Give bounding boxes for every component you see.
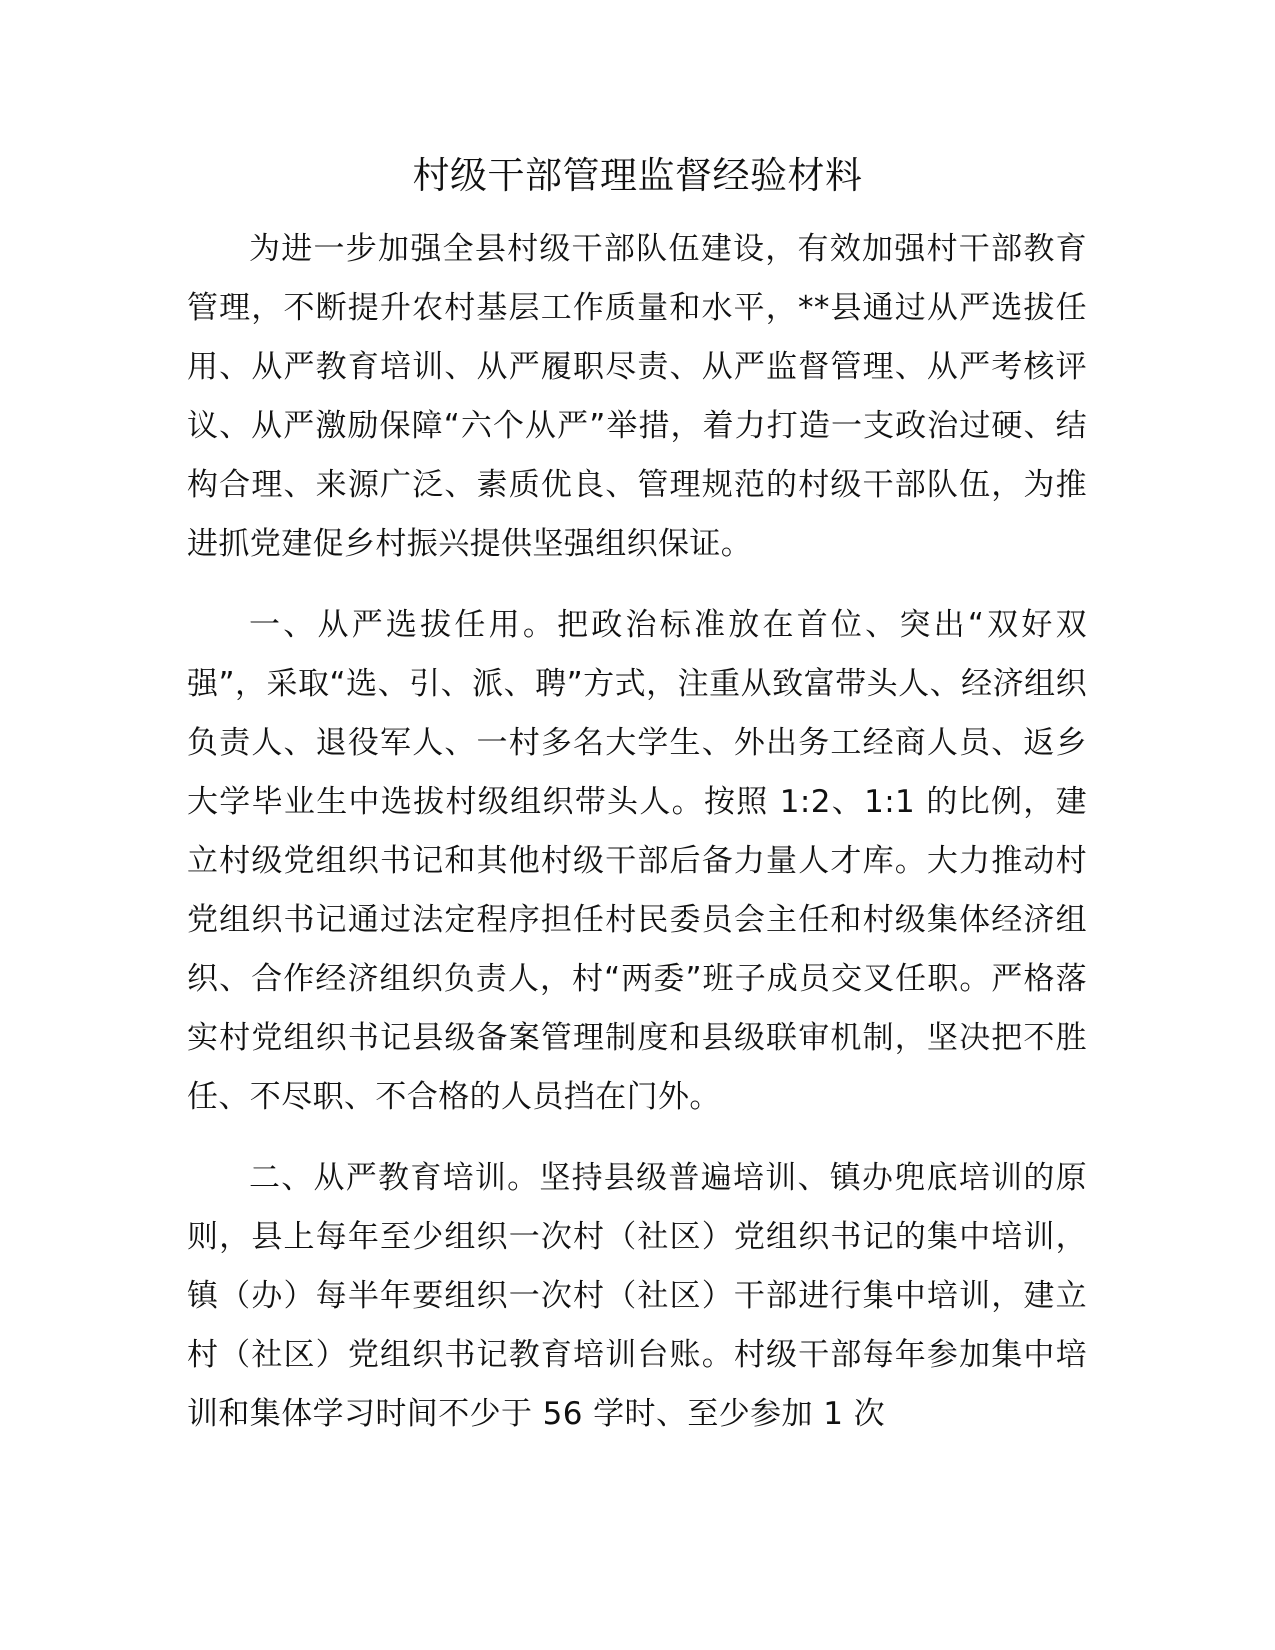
paragraph-intro: 为进一步加强全县村级干部队伍建设，有效加强村干部教育管理，不断提升农村基层工作质量和水平，**县通过从严选拔任用、从严教育培训、从严履职尽责、从严监督管理、从严考核评议、从严激励保障“六个从严”举措，着力打造一支政治过硬、结构合理、来源广泛、素质优良、管理规范的村级干部队伍，为推进抓党建促乡村振兴提供坚强组织保证。 bbox=[187, 231, 1087, 562]
paragraph-selection: 一、从严选拔任用。把政治标准放在首位、突出“双好双强”，采取“选、引、派、聘”方式，注重从致富带头人、经济组织负责人、退役军人、一村多名大学生、外出务工经商人员、返乡大学毕业生中选拔村级组织带头人。按照 1:2、1:1 的比例，建立村级党组织书记和其他村级干部后备力量人才库。大力推动村党组织书记通过法定程序担任村民委员会主任和村级集体经济组织、合作经济组织负责人，村“两委”班子成员交叉任职。严格落实村党组织书记县级备案管理制度和县级联审机制，坚决把不胜任、不尽职、不合格的人员挡在门外。 bbox=[187, 607, 1087, 1115]
paragraph-training: 二、从严教育培训。坚持县级普遍培训、镇办兜底培训的原则，县上每年至少组织一次村（社区）党组织书记的集中培训，镇（办）每半年要组织一次村（社区）干部进行集中培训，建立村（社区）党组织书记教育培训台账。村级干部每年参加集中培训和集体学习时间不少于 56 学时、至少参加 1 次 bbox=[187, 1160, 1087, 1432]
document-body bbox=[187, 220, 1087, 1466]
document-title: 村级干部管理监督经验材料 bbox=[412, 154, 863, 197]
